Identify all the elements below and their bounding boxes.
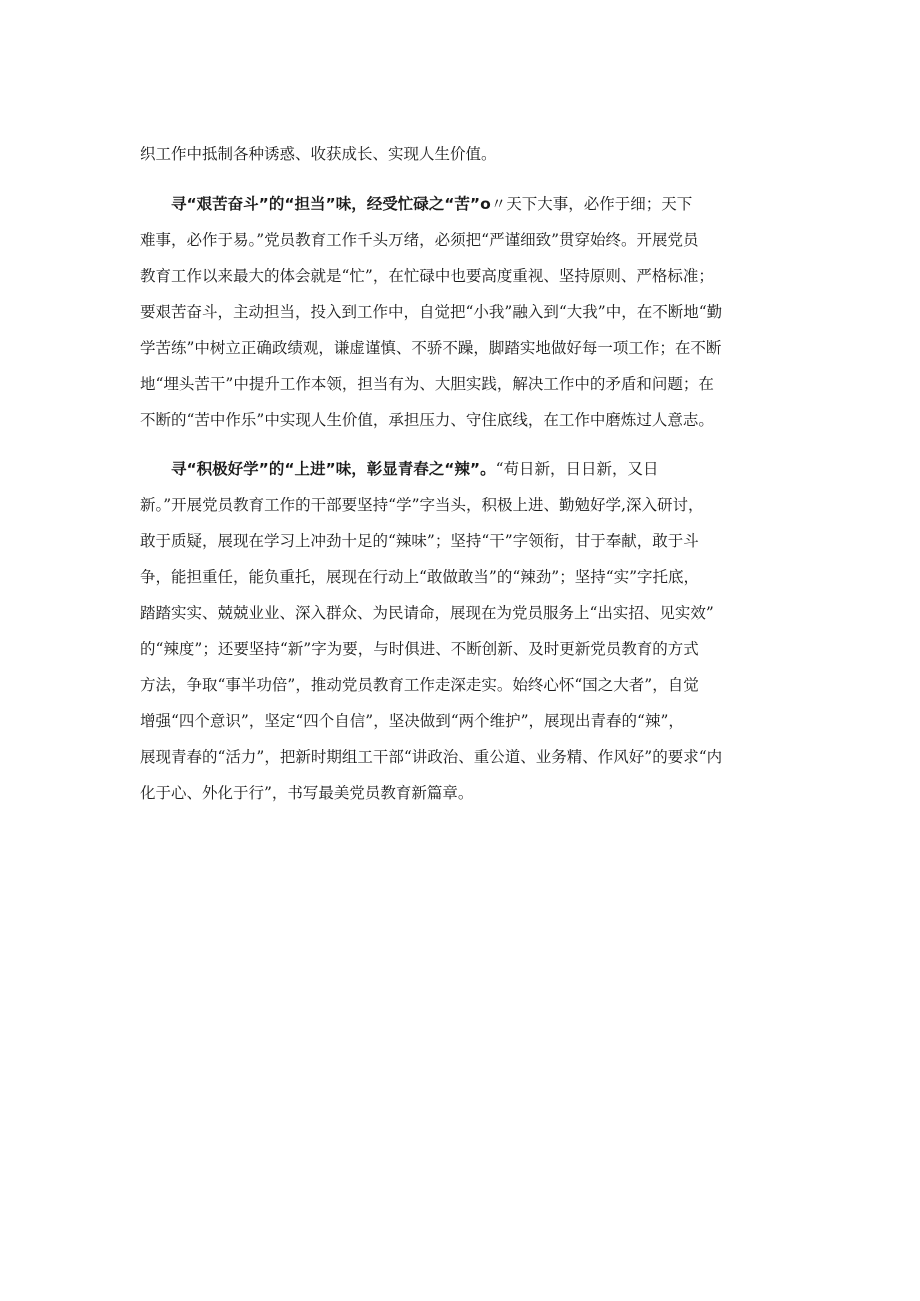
para3-line-6 — [140, 639, 790, 659]
para1-line-1 — [140, 144, 790, 164]
para2-text: 地“埋头苦干”中提升工作本领，担当有为、大胆实践，解决工作中的矛盾和问题；在 — [140, 375, 714, 393]
para2-line-1 — [171, 194, 821, 214]
para3-text: 敢于质疑，展现在学习上冲劲十足的“辣味”；坚持“干”字领衔，甘于奉献，敢于斗 — [140, 532, 699, 550]
para2-heading: 寻“艰苦奋斗”的“担当”味，经受忙碌之“苦”o — [171, 195, 491, 213]
para3-line-9 — [140, 747, 790, 767]
para2-text: 教育工作以来最大的体会就是“忙”，在忙碌中也要高度重视、坚持原则、严格标准； — [140, 267, 714, 285]
para3-line-4 — [140, 567, 790, 587]
para3-line-7 — [140, 675, 790, 695]
para3-text: 的“辣度”；还要坚持“新”字为要，与时俱进、不断创新、及时更新党员教育的方式 — [140, 640, 699, 658]
para3-text: 展现青春的“活力”，把新时期组工干部“讲政治、重公道、业务精、作风好”的要求“内 — [140, 748, 723, 766]
para2-text: 要艰苦奋斗，主动担当，投入到工作中，自觉把“小我”融入到“大我”中，在不断地“勤 — [140, 303, 723, 321]
para3-line-1 — [171, 459, 821, 479]
para2-line-3 — [140, 266, 790, 286]
para2-text: 难事，必作于易。”党员教育工作千头万绪，必须把“严谨细致”贯穿始终。开展党员 — [140, 231, 699, 249]
para3-text: 争，能担重任，能负重托，展现在行动上“敢做敢当”的“辣劲”；坚持“实”字托底， — [140, 568, 700, 586]
para2-text: 不断的“苦中作乐”中实现人生价值，承担压力、守住底线，在工作中磨炼过人意志。 — [140, 411, 714, 429]
para3-line-10 — [140, 783, 790, 803]
para3-text: 新。”开展党员教育工作的干部要坚持“学”字当头，积极上进、勤勉好学,深入研讨， — [140, 496, 704, 514]
para1-text: 织工作中抵制各种诱惑、收获成长、实现人生价值。 — [140, 145, 497, 163]
para3-heading: 寻“积极好学”的“上进”味，彰显青春之“辣”。 — [171, 460, 496, 478]
para3-line-2 — [140, 495, 790, 515]
para3-text: “苟日新，日日新，又日 — [495, 460, 659, 478]
para3-line-8 — [140, 711, 790, 731]
para2-line-4 — [140, 302, 790, 322]
para3-line-5 — [140, 603, 790, 623]
para2-text: 学苦练”中树立正确政绩观，谦虚谨慎、不骄不躁，脚踏实地做好每一项工作；在不断 — [140, 339, 722, 357]
para3-text: 方法，争取“事半功倍”，推动党员教育工作走深走实。始终心怀“国之大者”，自觉 — [140, 676, 699, 694]
para3-text: 增强“四个意识”，坚定“四个自信”，坚决做到“两个维护”，展现出青春的“辣”， — [140, 712, 684, 730]
para2-line-5 — [140, 338, 790, 358]
para3-text: 踏踏实实、兢兢业业、深入群众、为民请命，展现在为党员服务上“出实招、见实效” — [140, 604, 714, 622]
para2-line-7 — [140, 410, 790, 430]
para2-text: 〃天下大事，必作于细；天下 — [490, 195, 693, 213]
para2-line-6 — [140, 374, 790, 394]
para3-text: 化于心、外化于行”，书写最美党员教育新篇章。 — [140, 784, 474, 802]
para2-line-2 — [140, 230, 790, 250]
para3-line-3 — [140, 531, 790, 551]
